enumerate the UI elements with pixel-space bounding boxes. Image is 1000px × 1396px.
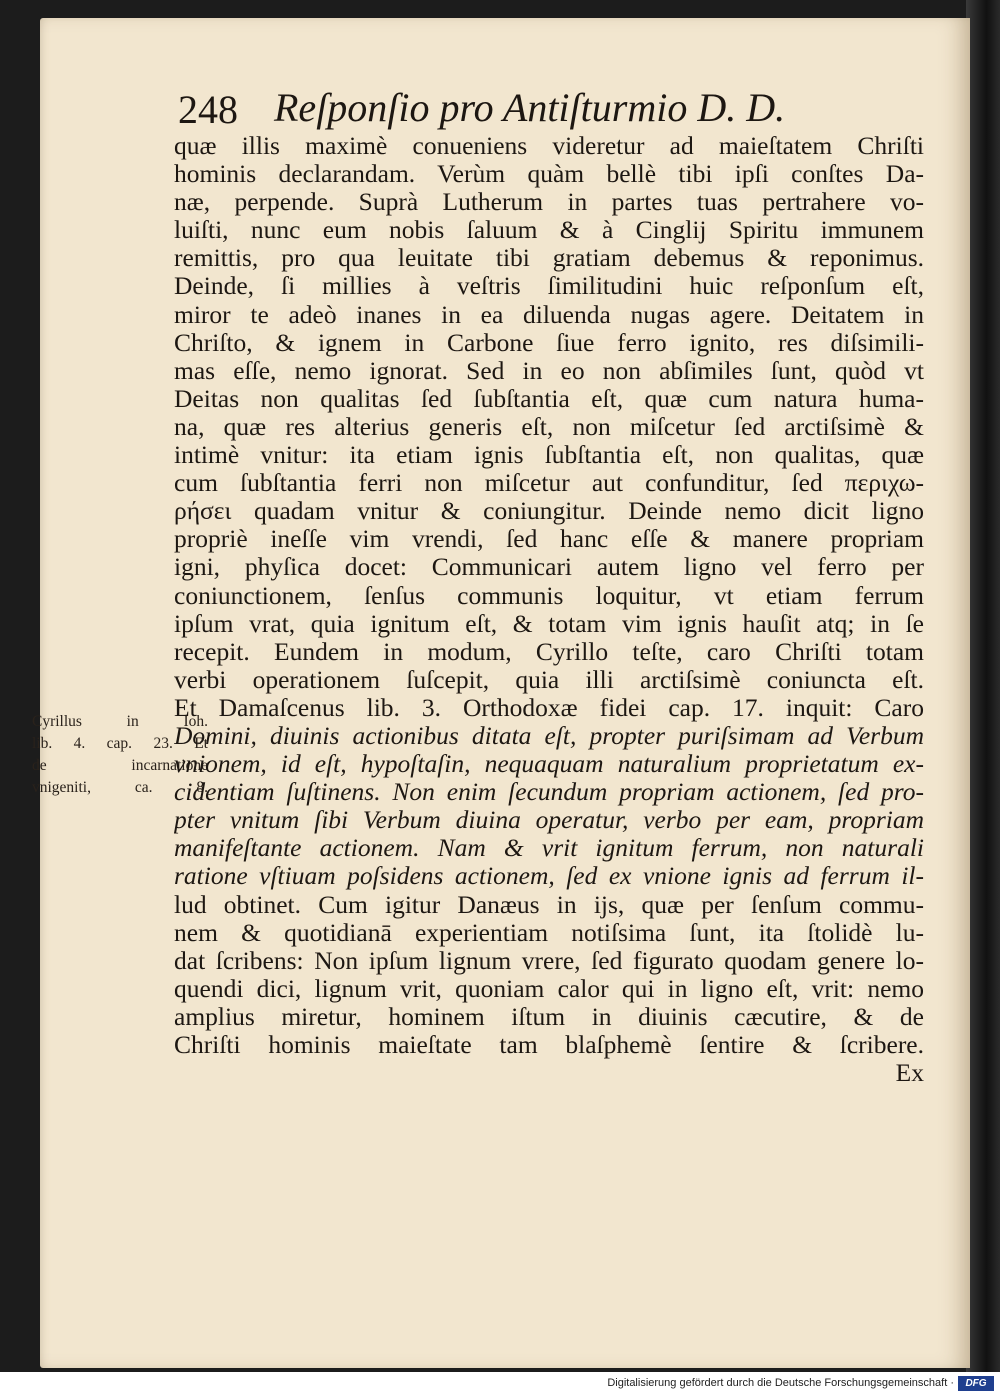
page-number: 248 <box>178 87 238 132</box>
text-line: amplius miretur, hominem iſtum in diuinis cæcutire, & de <box>174 1002 924 1031</box>
margin-note-line: Cyrillus in Ioh. <box>32 713 208 730</box>
running-head: Reſponſio pro Antiſturmio D. D. <box>274 85 786 130</box>
quotation-line: ratione vſtiuam poſsidens actionem, ſed ex vnione ignis ad ferrum il- <box>174 862 924 891</box>
quotation-line: cidentiam ſuſtinens. Non enim ſecundum propriam actionem, ſed pro- <box>174 778 924 807</box>
quotation-line: vnionem, id eſt, hypoſtaſin, nequaquam naturalium proprietatum ex- <box>174 750 924 779</box>
footer-bar <box>0 1372 1000 1396</box>
page-header <box>178 78 918 138</box>
margin-note-line: vnigeniti, ca. 8. <box>32 779 208 796</box>
text-line: verbi operationem ſuſcepit, quia illi arctiſsimè coniuncta eſt. <box>174 665 924 694</box>
text-line: nem & quotidianā experientiam notiſsima ſunt, ita ſtolidè lu- <box>174 918 924 947</box>
text-line: dat ſcribens: Non ipſum lignum vrere, ſed figurato quodam genere lo- <box>174 946 924 975</box>
text-line: recepit. Eundem in modum, Cyrillo teſte, caro Chriſti totam <box>174 637 924 666</box>
margin-note-line: lib. 4. cap. 23. Et <box>32 735 208 752</box>
text-line: propriè ineſſe vim vrendi, ſed hanc eſſe & manere propriam <box>174 525 924 554</box>
quotation-line: manifeſtante actionem. Nam & vrit ignitum ferrum, non naturali <box>174 834 924 863</box>
text-line: Et Damaſcenus lib. 3. Orthodoxæ fidei cap. 17. inquit: Caro <box>174 693 924 722</box>
text-line: intimè vnitur: ita etiam ignis ſubſtantia eſt, non qualitas, quæ <box>174 441 924 470</box>
text-line: luiſti, nunc eum nobis ſaluum & à Cinglij Spiritu immunem <box>174 216 924 245</box>
text-line: Chriſti hominis maieſtate tam blaſphemè ſentire & ſcribere. <box>174 1031 924 1059</box>
text-line: hominis declarandam. Verùm quàm bellè tibi ipſi conſtes Da- <box>174 160 924 189</box>
text-line: Deinde, ſi millies à veſtris ſimilitudini huic reſponſum eſt, <box>174 272 924 301</box>
text-line: ipſum vrat, quia ignitum eſt, & totam vim ignis hauſit atq; in ſe <box>174 609 924 638</box>
book-spine <box>966 0 1000 1372</box>
body-text <box>174 132 924 1087</box>
text-line: ρήσει quadam vnitur & coniungitur. Deinde nemo dicit ligno <box>174 497 924 526</box>
digitization-credit: Digitalisierung gefördert durch die Deutsche Forschungsgemeinschaft · <box>607 1377 954 1389</box>
text-line: cum ſubſtantia ferri non miſcetur aut confunditur, ſed περιχω- <box>174 469 924 498</box>
text-line: Deitas non qualitas ſed ſubſtantia eſt, quæ cum natura huma- <box>174 384 924 413</box>
dfg-logo: DFG <box>958 1376 994 1391</box>
text-line: remittis, pro qua leuitate tibi gratiam debemus & reponimus. <box>174 244 924 273</box>
quotation-line: Domini, diuinis actionibus ditata eſt, propter puriſsimam ad Verbum <box>174 721 924 750</box>
quotation-line: pter vnitum ſibi Verbum diuina operatur, verbo per eam, propriam <box>174 806 924 835</box>
catchword: Ex <box>895 1059 924 1088</box>
text-line: coniunctionem, ſenſus communis loquitur, vt etiam ferrum <box>174 581 924 610</box>
text-line: igni, phyſica docet: Communicari autem ligno vel ferro per <box>174 553 924 582</box>
text-line: quæ illis maximè conueniens videretur ad maieſtatem Chriſti <box>174 132 924 160</box>
text-line: miror te adeò inanes in ea diluenda nugas agere. Deitatem in <box>174 300 924 329</box>
margin-note-line: de incarnatione <box>32 757 208 774</box>
text-line: na, quæ res alterius generis eſt, non miſcetur ſed arctiſsimè & <box>174 412 924 441</box>
text-line: mas eſſe, nemo ignorat. Sed in eo non abſimiles ſunt, quòd vt <box>174 356 924 385</box>
text-line: quendi dici, lignum vrit, quoniam calor qui in ligno eſt, vrit: nemo <box>174 974 924 1003</box>
text-line: næ, perpende. Suprà Lutherum in partes tuas pertrahere vo- <box>174 188 924 217</box>
text-line: lud obtinet. Cum igitur Danæus in ijs, quæ per ſenſum commu- <box>174 890 924 919</box>
text-line: Chriſto, & ignem in Carbone ſiue ferro ignito, res diſsimili- <box>174 328 924 357</box>
